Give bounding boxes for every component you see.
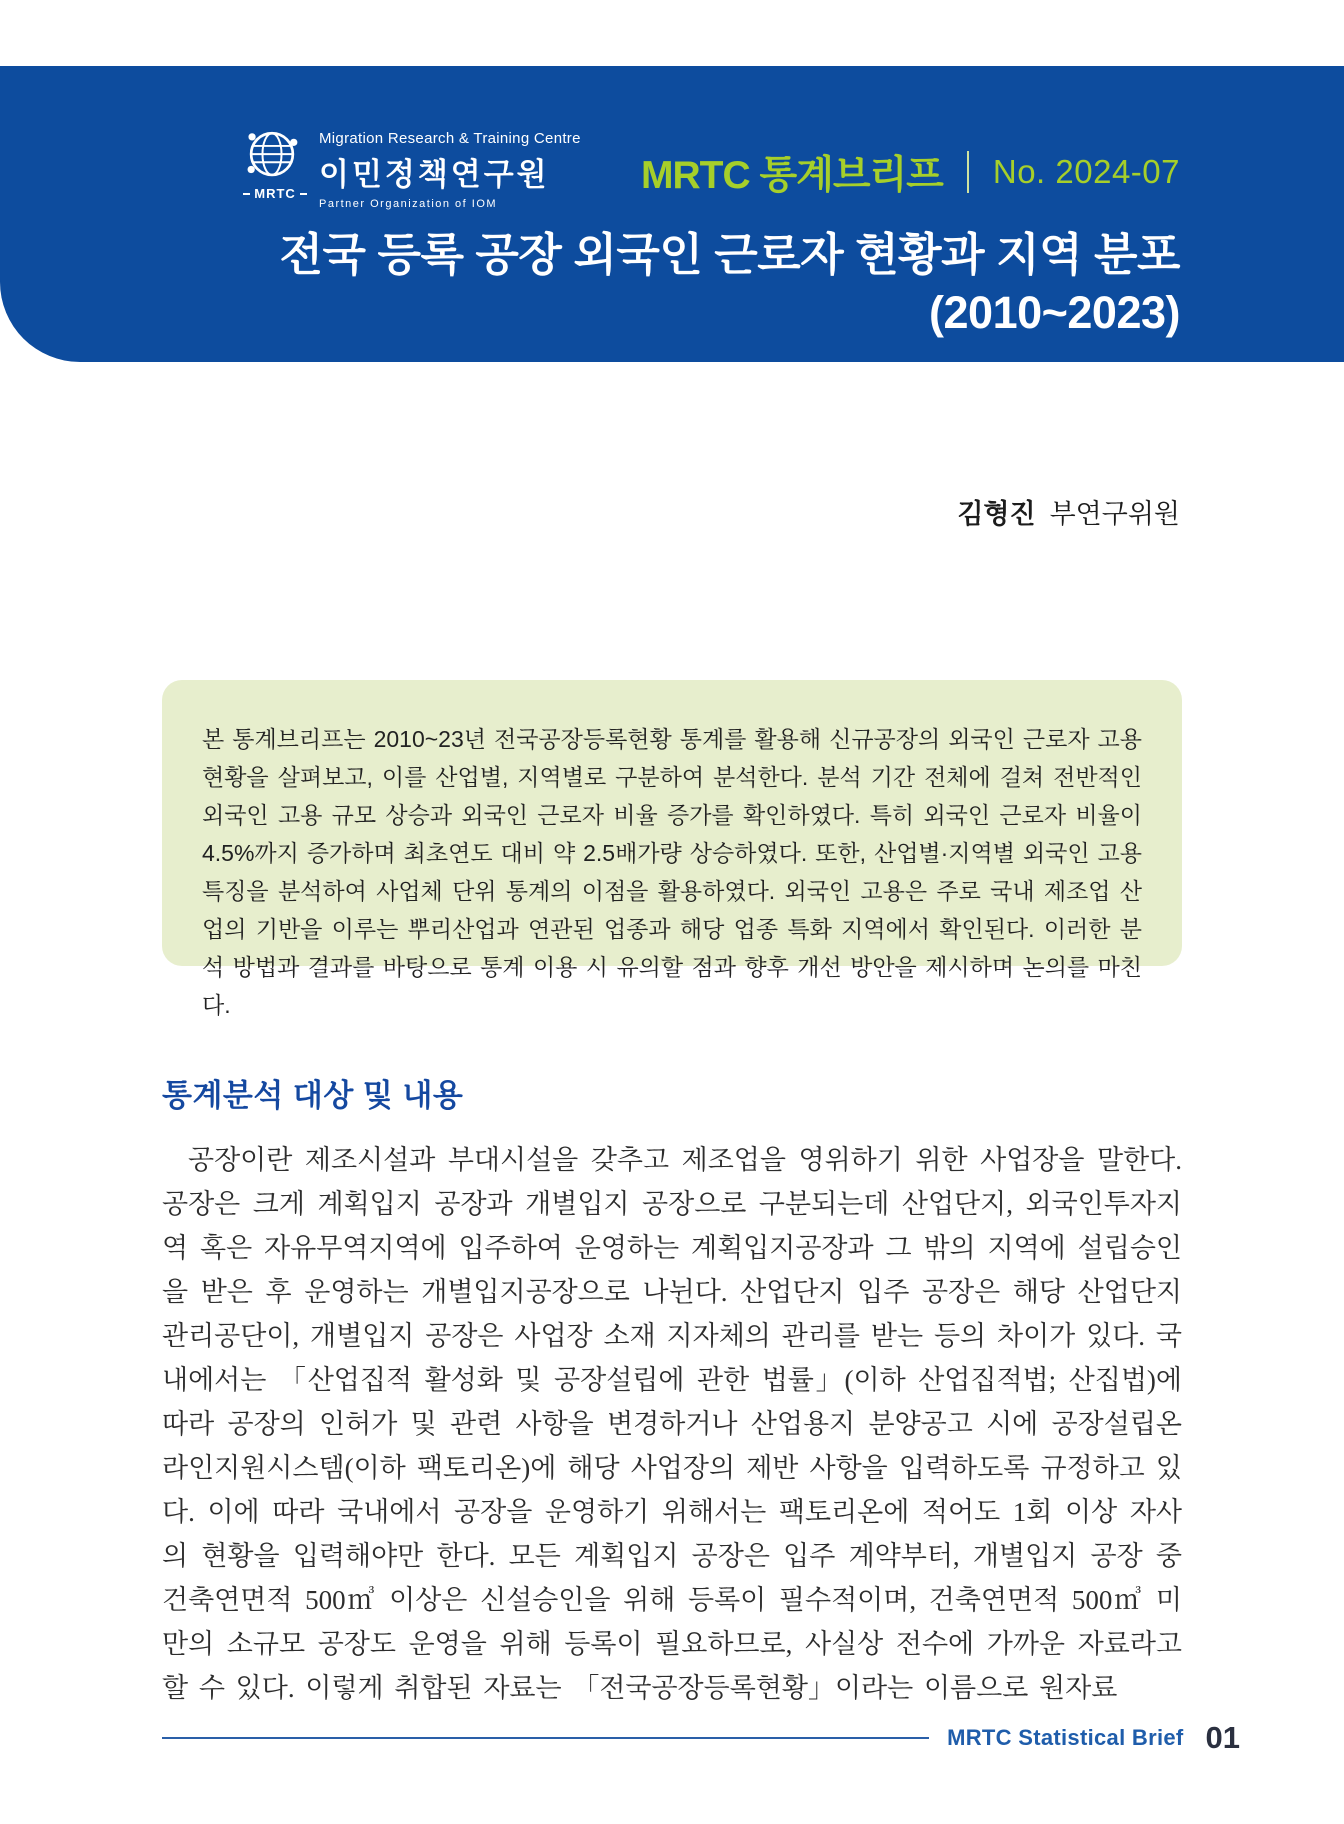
footer [162, 1718, 1240, 1758]
org-name-en: Migration Research & Training Centre [319, 130, 581, 147]
issue-divider [967, 151, 969, 193]
org-partner: Partner Organization of IOM [319, 198, 498, 210]
org-text-block [319, 130, 581, 210]
footer-label: MRTC Statistical Brief [947, 1725, 1184, 1750]
report-title-line1: 전국 등록 공장 외국인 근로자 현황과 지역 분포 [279, 229, 1180, 280]
author-name: 김형진 [957, 499, 1036, 529]
abstract-box [162, 680, 1182, 1018]
body-paragraph: 공장이란 제조시설과 부대시설을 갖추고 제조업을 영위하기 위한 사업장을 말한다. 공장은 크게 계획입지 공장과 개별입지 공장으로 구분되는데 산업단지, 외국인투자지역 혹은 자유무역지역에 입주하여 운영하는 계획입지공장과 그 밖의 지역에 설립승인을 받은 후 운영하는 개별입지공장으로 나뉜다. 산업단지 입주 공장은 해당 산업단지관리공단이, 개별입지 공장은 사업장 소재 지자체의 관리를 받는 등의 차이가 있다. 국내에서는 「산업집적 활성화 및 공장설립에 관한 법률」(이하 산업집적법; 산집법)에 따라 공장의 인허가 및 관련 사항을 변경하거나 산업용지 분양공고 시에 공장설립온라인지원시스템(이하 팩토리온)에 해당 사업장의 제반 사항을 입력하도록 규정하고 있다. 이에 따라 국내에서 공장을 운영하기 위해서는 팩토리온에 적어도 1회 이상 자사의 현황을 입력해야만 한다. 모든 계획입지 공장은 입주 계약부터, 개별입지 공장 중 건축연면적 500㎥ 이상은 신설승인을 위해 등록이 필수적이며, 건축연면적 500㎥ 미만의 소규모 공장도 운영을 위해 등록이 필요하므로, 사실상 전수에 가까운 자료라고 할 수 있다. 이렇게 취합된 자료는 「전국공장등록현황」이라는 이름으로 원자료 [162, 1145, 1182, 1703]
report-title [280, 226, 1180, 342]
footer-rule [162, 1737, 929, 1739]
author-line [957, 492, 1180, 531]
report-title-line2: (2010~2023) [929, 287, 1180, 338]
section-heading: 통계분석 대상 및 내용 [162, 1078, 464, 1113]
logo-mrtc-row [243, 186, 307, 201]
globe-icon [243, 126, 307, 201]
issue-number: No. 2024-07 [992, 153, 1180, 190]
header-band [0, 66, 1344, 362]
author-title: 부연구위원 [1049, 499, 1180, 529]
brief-label: MRTC 통계브리프 [641, 154, 943, 197]
page-number: 01 [1205, 1720, 1240, 1755]
brief-brand-row [641, 144, 1180, 200]
logo-rule-left [243, 193, 250, 195]
abstract-text: 본 통계브리프는 2010~23년 전국공장등록현황 통계를 활용해 신규공장의 외국인 근로자 고용현황을 살펴보고, 이를 산업별, 지역별로 구분하여 분석한다. 분석 기간 전체에 걸쳐 전반적인 외국인 고용 규모 상승과 외국인 근로자 비율 증가를 확인하였다. 특히 외국인 근로자 비율이 4.5%까지 증가하며 최초연도 대비 약 2.5배가량 상승하였다. 또한, 산업별·지역별 외국인 고용 특징을 분석하여 사업체 단위 통계의 이점을 활용하였다. 외국인 고용은 주로 국내 제조업 산업의 기반을 이루는 뿌리산업과 연관된 업종과 해당 업종 특화 지역에서 확인된다. 이러한 분석 방법과 결과를 바탕으로 통계 이용 시 유의할 점과 향후 개선 방안을 제시하며 논의를 마친다. [202, 726, 1142, 1018]
logo-rule-right [300, 193, 307, 195]
logo-mrtc-label: MRTC [254, 186, 296, 201]
org-name-kr: 이민정책연구원 [319, 157, 550, 192]
